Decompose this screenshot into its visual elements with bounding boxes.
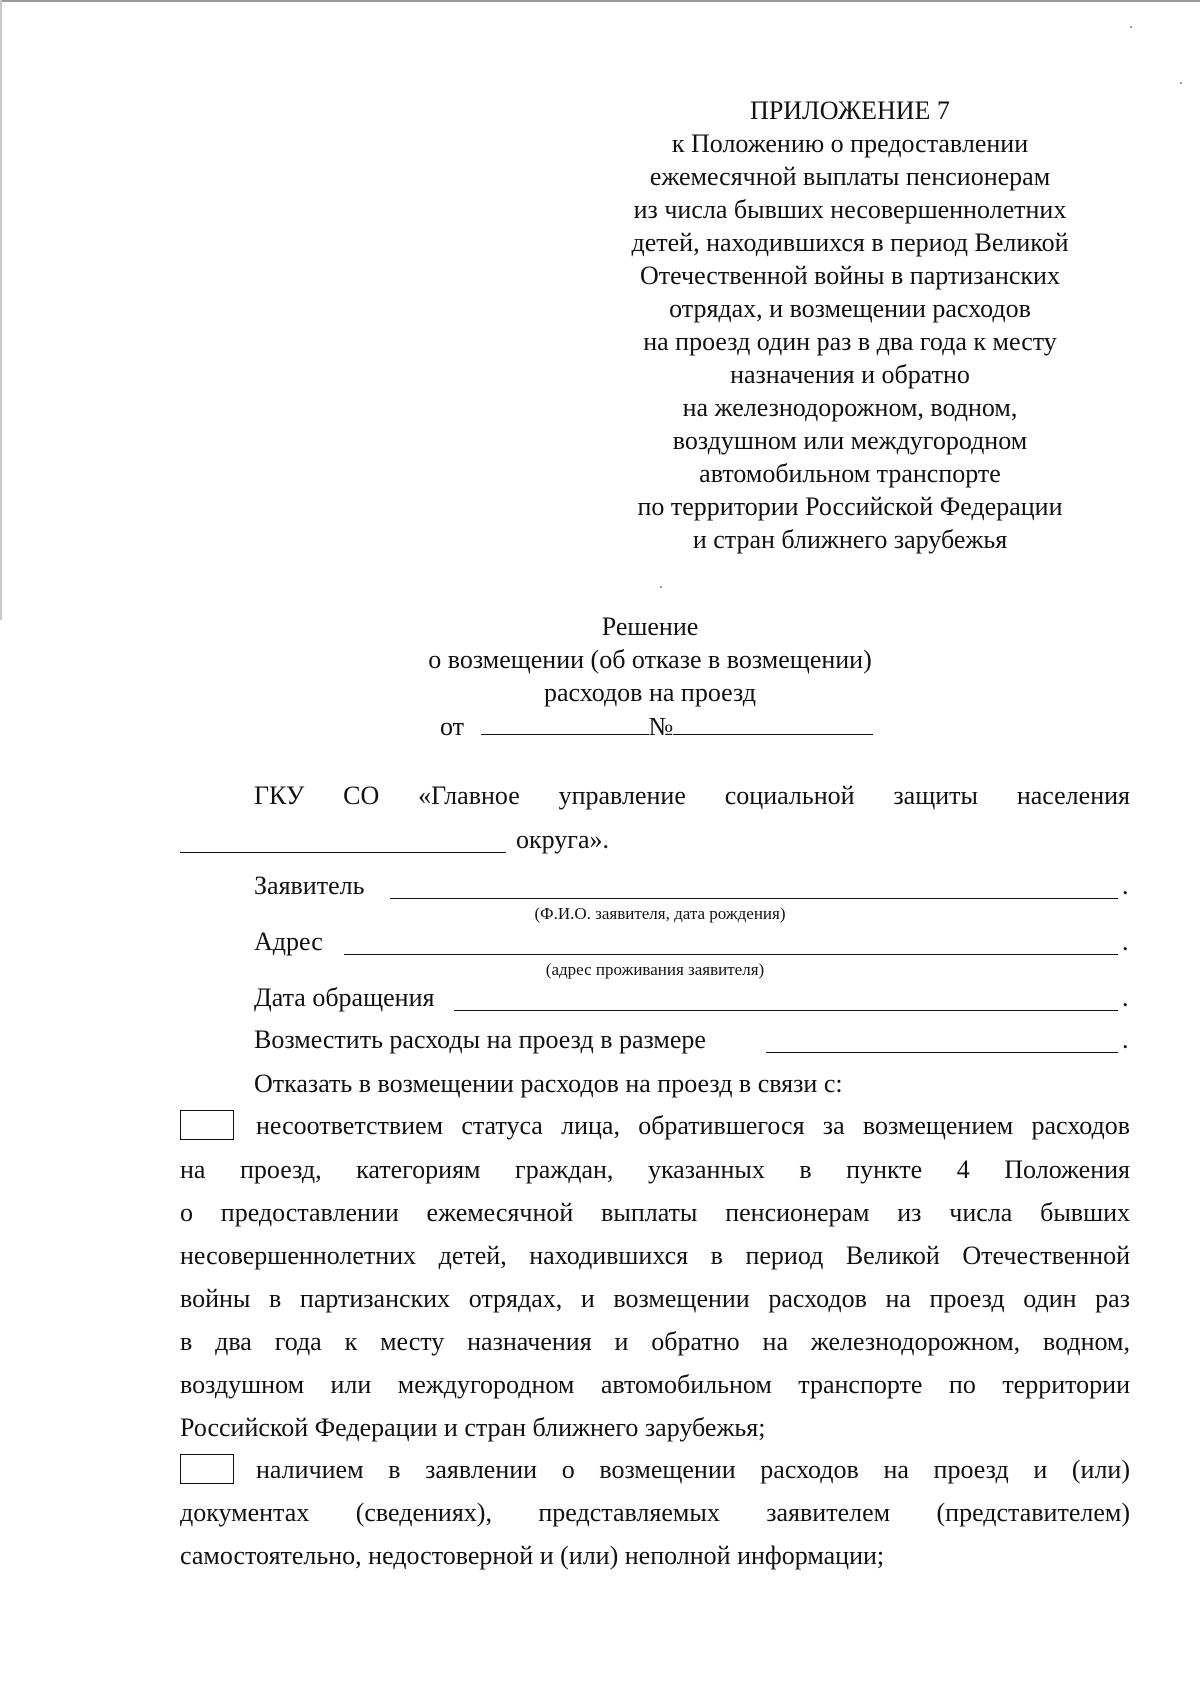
appendix-line: Отечественной войны в партизанских <box>640 261 1060 290</box>
number-label: № <box>648 712 674 741</box>
org-line-suffix: округа». <box>516 825 609 854</box>
appendix-line: и стран ближнего зарубежья <box>692 525 1008 554</box>
appendix-header <box>600 94 1100 556</box>
applicant-caption: (Ф.И.О. заявителя, дата рождения) <box>534 904 786 923</box>
address-caption: (адрес проживания заявителя) <box>545 960 765 979</box>
decision-subtitle: расходов на проезд <box>543 678 757 707</box>
appendix-line: по территории Российской Федерации <box>637 492 1063 521</box>
appendix-line: на железнодорожном, водном, <box>682 393 1018 422</box>
reason2-line: самостоятельно, недостоверной и (или) неполной информации; <box>180 1541 885 1570</box>
scan-edge-left <box>0 0 2 620</box>
appendix-line: отрядах, и возмещении расходов <box>669 294 1031 323</box>
field-dot: . <box>1122 1025 1129 1054</box>
decision-date-field[interactable] <box>481 710 649 735</box>
scan-speck <box>1130 26 1132 28</box>
reason1-line: несоответствием статуса лица, обратившегося за возмещением расходов <box>256 1111 1130 1140</box>
reason1-line: несовершеннолетних детей, находившихся в период Великой Отечественной <box>180 1241 1130 1270</box>
reason2-line: наличием в заявлении о возмещении расходов на проезд и (или) <box>256 1455 1130 1484</box>
decision-title-block <box>380 610 920 709</box>
refusal-intro: Отказать в возмещении расходов на проезд в связи с: <box>254 1069 843 1098</box>
decision-date-number-line <box>440 710 873 743</box>
reason1-line: воздушном или междугородном автомобильном транспорте по территории <box>180 1370 1130 1399</box>
applicant-field[interactable] <box>390 898 1118 899</box>
reimburse-amount-field[interactable] <box>766 1052 1118 1053</box>
reason1-line: войны в партизанских отрядах, и возмещении расходов на проезд один раз <box>180 1284 1130 1313</box>
appendix-line: из числа бывших несовершеннолетних <box>633 195 1067 224</box>
appendix-line: воздушном или междугородном <box>672 426 1028 455</box>
decision-subtitle: о возмещении (об отказе в возмещении) <box>428 645 872 674</box>
org-line: ГКУ СО «Главное управление социальной защиты населения <box>254 781 1130 810</box>
appendix-line: назначения и обратно <box>730 360 970 389</box>
address-label: Адрес <box>254 927 323 956</box>
appendix-line: ежемесячной выплаты пенсионерам <box>649 162 1051 191</box>
field-dot: . <box>1122 927 1129 956</box>
reason1-line: на проезд, категориям граждан, указанных в пункте 4 Положения <box>180 1155 1130 1184</box>
reimburse-label: Возместить расходы на проезд в размере <box>254 1025 706 1054</box>
application-date-field[interactable] <box>454 1010 1118 1011</box>
field-dot: . <box>1122 871 1129 900</box>
applicant-label: Заявитель <box>254 871 365 900</box>
reason1-line: в два года к месту назначения и обратно на железнодорожном, водном, <box>180 1327 1130 1356</box>
application-date-label: Дата обращения <box>254 983 435 1012</box>
field-dot: . <box>1122 983 1129 1012</box>
address-field[interactable] <box>344 954 1118 955</box>
reason1-line: Российской Федерации и стран ближнего зарубежья; <box>180 1413 766 1442</box>
scan-edge-top <box>0 0 1200 2</box>
appendix-line: детей, находившихся в период Великой <box>631 228 1069 257</box>
reason1-checkbox[interactable] <box>180 1110 234 1140</box>
scan-speck <box>660 586 662 588</box>
appendix-line: ПРИЛОЖЕНИЕ 7 <box>750 96 950 125</box>
appendix-line: на проезд один раз в два года к месту <box>643 327 1057 356</box>
from-label: от <box>440 712 465 741</box>
decision-title: Решение <box>601 612 699 641</box>
appendix-line: автомобильном транспорте <box>699 459 1001 488</box>
reason2-line: документах (сведениях), представляемых заявителем (представителем) <box>180 1498 1130 1527</box>
scan-speck <box>1180 82 1182 84</box>
decision-number-field[interactable] <box>673 710 873 735</box>
appendix-line: к Положению о предоставлении <box>671 129 1029 158</box>
reason2-checkbox[interactable] <box>180 1454 234 1484</box>
district-field[interactable] <box>180 852 506 853</box>
reason1-line: о предоставлении ежемесячной выплаты пенсионерам из числа бывших <box>180 1198 1130 1227</box>
